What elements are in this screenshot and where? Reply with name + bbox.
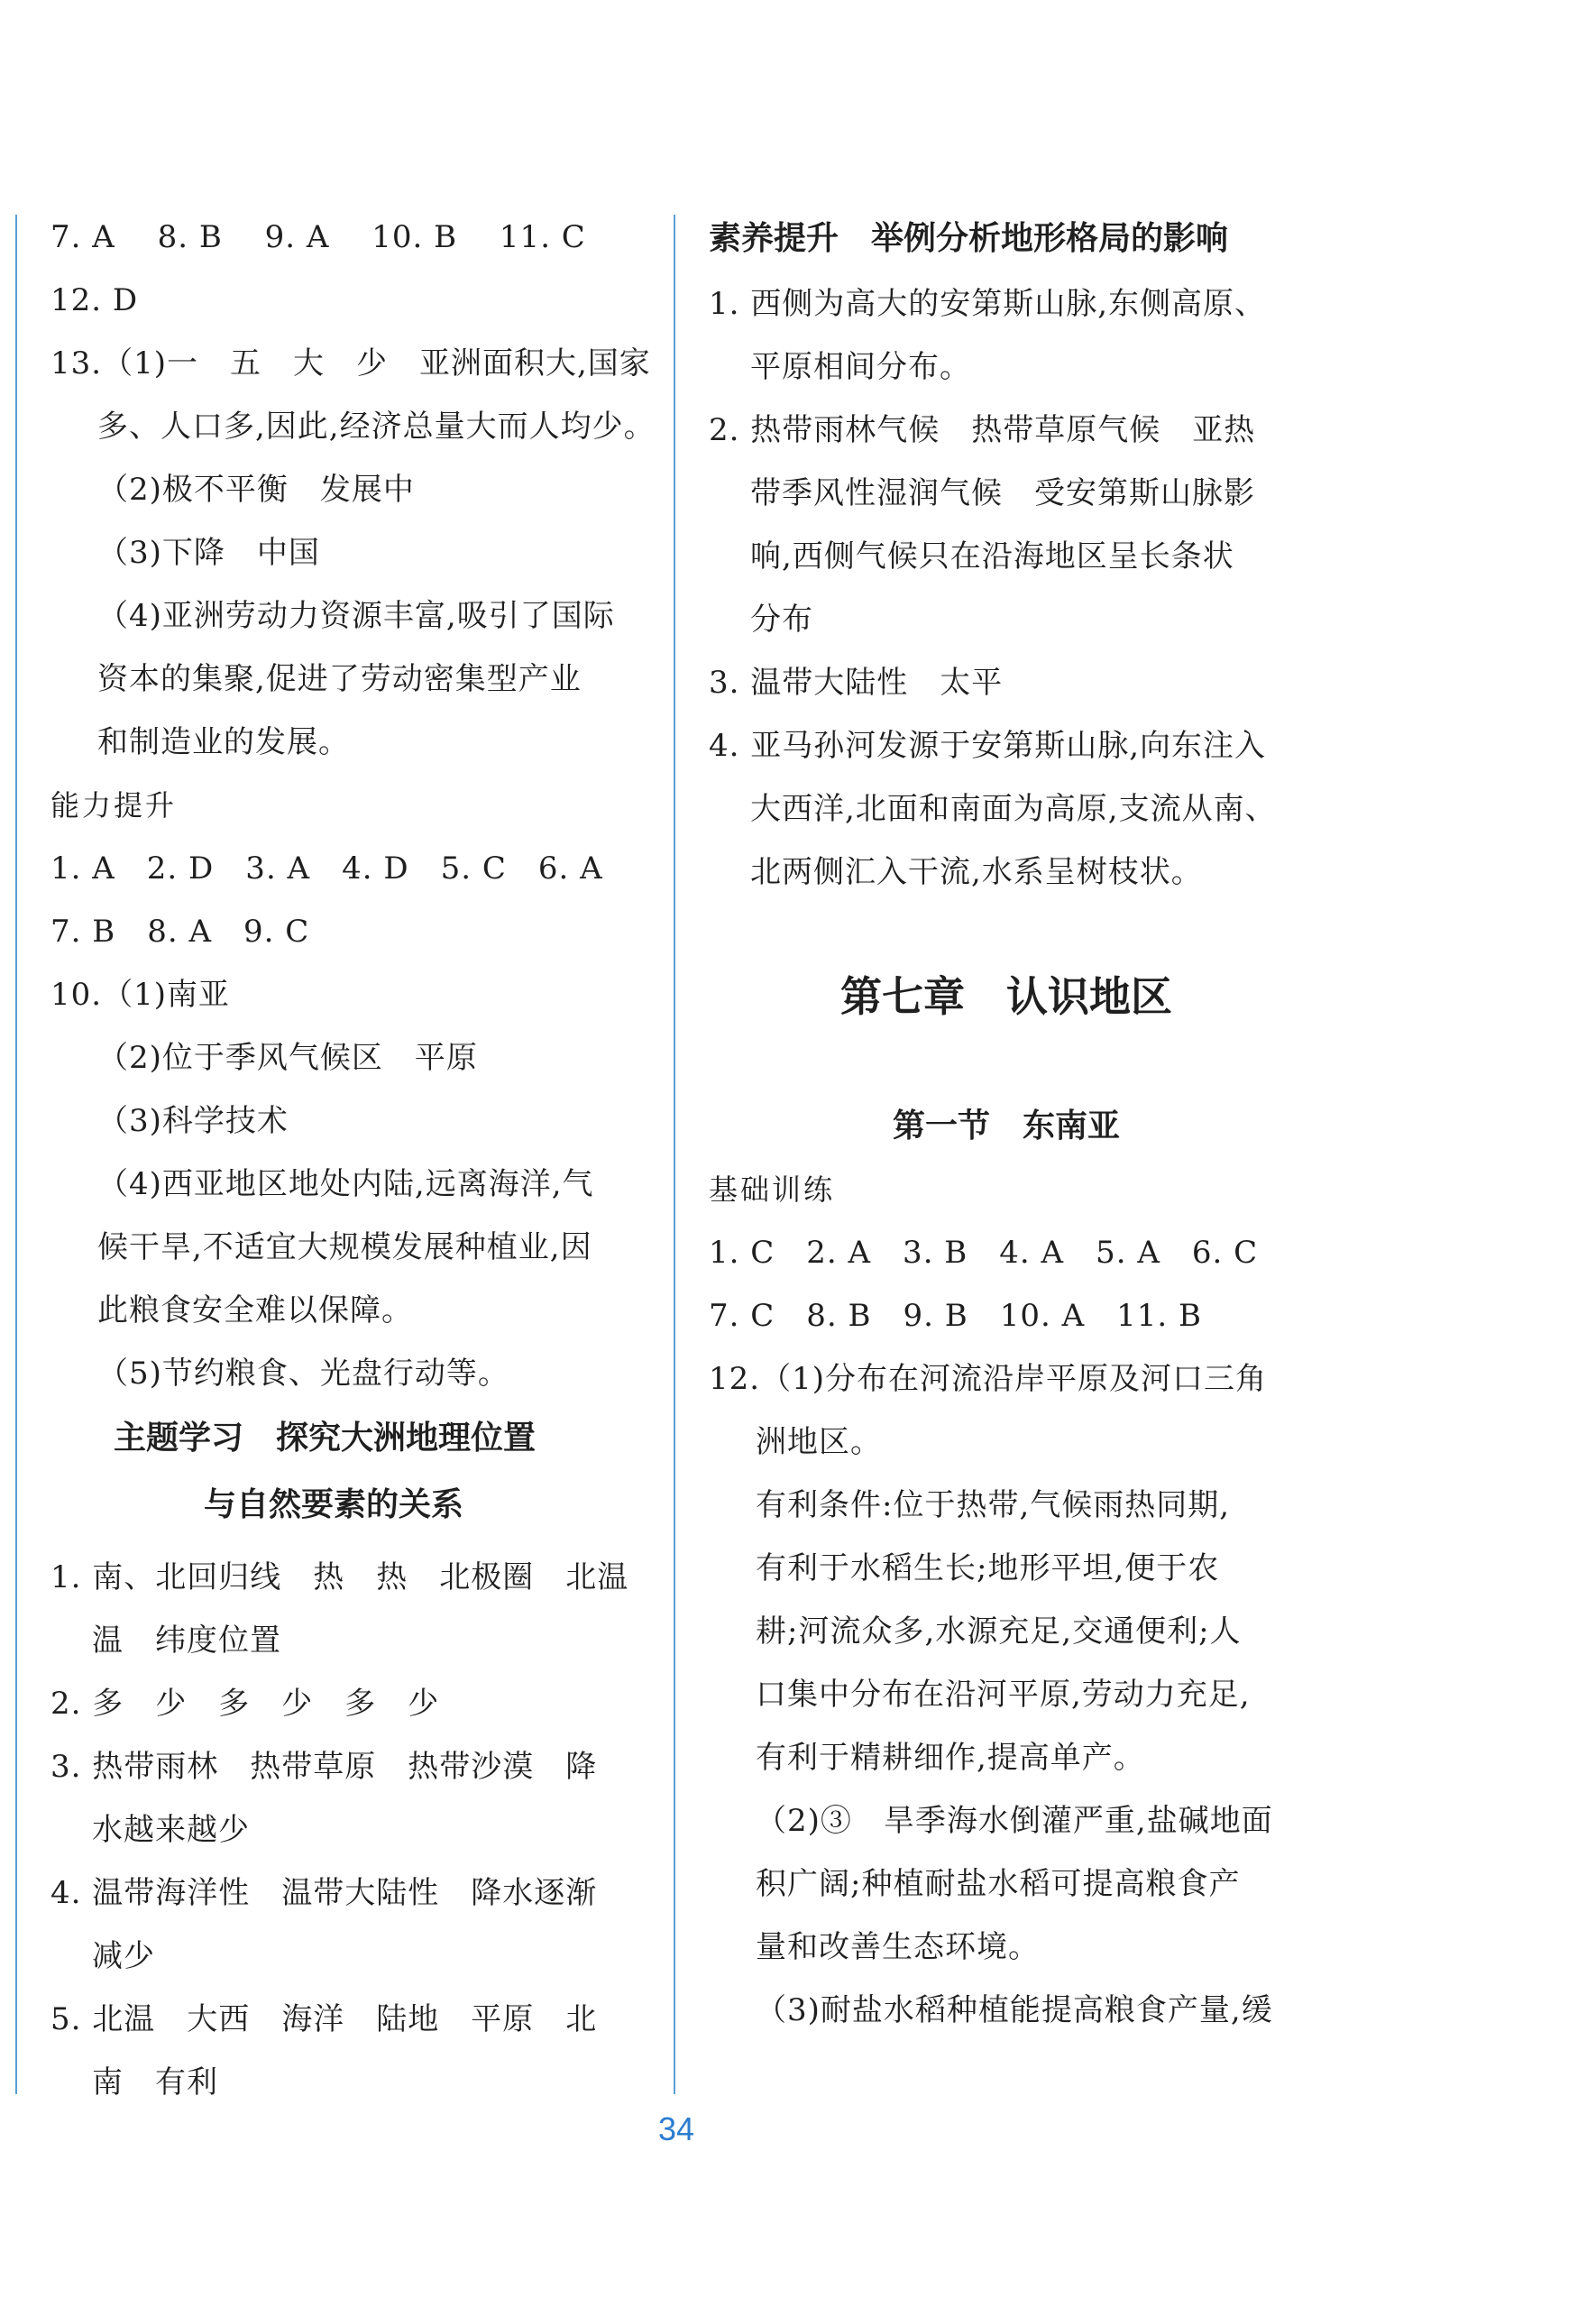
answer-line: 7. A 8. B 9. A 10. B 11. C [50,219,586,255]
left-column [50,206,655,2114]
answer-line: 1. A 2. D 3. A 4. D 5. C 6. A [50,850,603,887]
answer-line: 大西洋,北面和南面为高原,支流从南、 [750,791,1277,827]
answer-line: 有利条件:位于热带,气候雨热同期, [756,1487,1231,1523]
column-divider [674,215,675,2094]
section-title: 第一节 东南亚 [892,1108,1120,1144]
answer-line: （4)西亚地区地处内陆,远离海洋,气 [97,1166,594,1202]
answer-line: （3)科学技术 [97,1103,289,1139]
answer-line: 耕;河流众多,水源充足,交通便利;人 [756,1613,1242,1650]
answer-line: 有利于水稻生长;地形平坦,便于农 [756,1550,1220,1586]
literacy-heading: 素养提升 举例分析地形格局的影响 [709,220,1229,257]
answer-line: 有利于精耕细作,提高单产。 [756,1740,1145,1776]
answer-line: 5. 北温 大西 海洋 陆地 平原 北 [50,2001,598,2037]
answer-line: 和制造业的发展。 [97,724,350,760]
answer-line: 此粮食安全难以保障。 [97,1292,413,1328]
answer-line: （2)③ 旱季海水倒灌严重,盐碱地面 [756,1803,1273,1839]
answer-line: 带季风性湿润气候 受安第斯山脉影 [750,475,1255,511]
answer-line: 口集中分布在沿河平原,劳动力充足, [756,1677,1251,1713]
answer-line: 7. B 8. A 9. C [50,914,310,950]
answer-line: （2)位于季风气候区 平原 [97,1040,478,1076]
page-number: 34 [657,2110,695,2147]
answer-line: 分布 [750,602,813,638]
answer-line: 1. C 2. A 3. B 4. A 5. A 6. C [709,1235,1259,1271]
answer-line: 平原相间分布。 [750,349,971,385]
answer-line: 4. 亚马孙河发源于安第斯山脉,向东注入 [709,728,1267,764]
answer-line: 资本的集聚,促进了劳动密集型产业 [97,661,582,697]
answer-line: 响,西侧气候只在沿海地区呈长条状 [750,538,1234,574]
answer-line: （5)节约粮食、光盘行动等。 [97,1356,509,1392]
answer-line: 2. 多 少 多 少 多 少 [50,1686,440,1722]
answer-line: 量和改善生态环境。 [756,1929,1040,1965]
right-column [709,206,1304,2042]
answer-line: 温 纬度位置 [92,1622,281,1659]
answer-line: 4. 温带海洋性 温带大陆性 降水逐渐 [50,1875,598,1911]
answer-line: 1. 西侧为高大的安第斯山脉,东侧高原、 [709,286,1267,322]
subsection-label: 基础训练 [709,1172,836,1207]
answer-line: 水越来越少 [92,1812,250,1848]
answer-line: （2)极不平衡 发展中 [97,472,415,508]
chapter-title: 第七章 认识地区 [840,972,1172,1021]
answer-line: （3)耐盐水稻种植能提高粮食产量,缓 [756,1992,1273,2028]
left-margin-rule [15,215,17,2094]
answer-line: 南 有利 [92,2064,218,2100]
answer-line: 积广阔;种植耐盐水稻可提高粮食产 [756,1866,1241,1902]
answer-line: （3)下降 中国 [97,535,320,571]
answer-line: 多、人口多,因此,经济总量大而人均少。 [97,409,656,445]
answer-line: 12. D [50,282,139,318]
answer-line: 3. 热带雨林 热带草原 热带沙漠 降 [50,1749,598,1785]
subsection-label: 能力提升 [50,788,178,823]
answer-line: 12.（1)分布在河流沿岸平原及河口三角 [709,1361,1267,1397]
answer-line: 减少 [92,1938,155,1974]
answer-line: 3. 温带大陆性 太平 [709,665,1004,701]
answer-line: 7. C 8. B 9. B 10. A 11. B [709,1298,1203,1334]
answer-line: 洲地区。 [756,1424,882,1460]
answer-line: （4)亚洲劳动力资源丰富,吸引了国际 [97,598,615,634]
topic-heading-line1: 主题学习 探究大洲地理位置 [114,1420,537,1457]
answer-line: 2. 热带雨林气候 热带草原气候 亚热 [709,412,1256,448]
answer-line: 13.（1)一 五 大 少 亚洲面积大,国家 [50,345,651,381]
topic-heading-line2: 与自然要素的关系 [204,1486,464,1523]
answer-line: 北两侧汇入干流,水系呈树枝状。 [750,854,1203,890]
answer-line: 10.（1)南亚 [50,977,230,1013]
answer-line: 候干旱,不适宜大规模发展种植业,因 [97,1229,592,1265]
answer-line: 1. 南、北回归线 热 热 北极圈 北温 [50,1559,629,1595]
